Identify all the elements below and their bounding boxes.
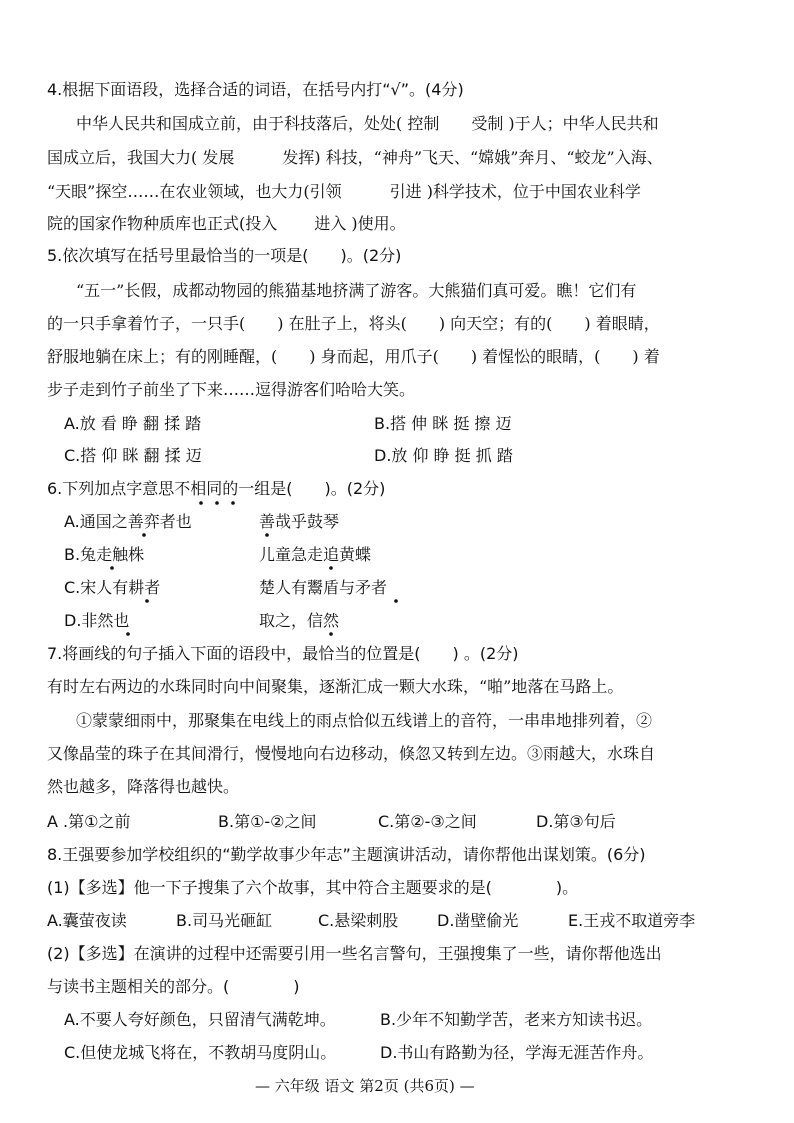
q7-title: 7.将画线的句子插入下面的语段中，最恰当的位置是( ) 。(2分) <box>47 644 519 663</box>
q5-option-b: B.搭 伸 眯 挺 擦 迈 <box>374 414 512 433</box>
emphasis-dot <box>215 501 219 505</box>
q6-a-right: 善哉乎鼓琴 <box>259 512 340 531</box>
q5-line-4: 步子走到竹子前坐了下来……逗得游客们哈哈大笑。 <box>47 380 416 399</box>
q6-c-left: C.宋人有耕者 <box>64 578 161 597</box>
q7-line-1: ①蒙蒙细雨中，那聚集在电线上的雨点恰似五线谱上的音符，一串串地排列着，② <box>76 711 653 730</box>
emphasis-dot <box>110 566 114 570</box>
page-footer: — 六年级 语文 第2页 (共6页) — <box>255 1077 475 1095</box>
emphasis-dot <box>394 599 398 603</box>
q4-line-3: “天眼”探空……在农业领域，也大力(引领 引进 )科学技术，位于中国农业科学 <box>47 182 641 201</box>
q8-sub1-option-a: A.囊萤夜读 <box>47 911 127 930</box>
q7-line-3: 然也越多，降落得也越快。 <box>47 777 240 796</box>
q8-sub2-option-d: D.书山有路勤为径，学海无涯苦作舟。 <box>380 1043 654 1062</box>
q5-line-3: 舒服地躺在床上；有的刚睡醒，( ) 身而起，用爪子( ) 着惺忪的眼睛，( ) 着 <box>47 347 660 366</box>
q8-sub1-option-b: B.司马光砸缸 <box>176 911 273 930</box>
emphasis-dot <box>145 599 149 603</box>
q7-option-a: A .第①之前 <box>47 812 131 831</box>
q8-sub1-option-d: D.凿壁偷光 <box>437 911 519 930</box>
q8-sub2-option-c: C.但使龙城飞将在，不教胡马度阴山。 <box>64 1043 337 1062</box>
q4-title: 4.根据下面语段，选择合适的词语，在括号内打“√”。(4分) <box>47 80 464 99</box>
q4-line-2: 国成立后，我国大力( 发展 发挥) 科技，“神舟”飞天、“嫦娥”奔月、“蛟龙”入海、 <box>47 148 663 167</box>
q5-option-c: C.搭 仰 眯 翻 揉 迈 <box>64 446 202 465</box>
q7-option-b: B.第①-②之间 <box>218 812 317 831</box>
q6-b-left: B.兔走触株 <box>64 545 145 564</box>
q8-sub1: (1)【多选】他一下子搜集了六个故事，其中符合主题要求的是( )。 <box>47 878 579 897</box>
q7-option-c: C.第②-③之间 <box>378 812 477 831</box>
q6-c-right: 楚人有鬻盾与矛者 <box>259 578 388 597</box>
emphasis-dot <box>329 632 333 636</box>
q8-sub2-line-2: 与读书主题相关的部分。( ) <box>47 977 300 996</box>
q8-title: 8.王强要参加学校组织的“勤学故事少年志”主题演讲活动，请你帮他出谋划策。(6分) <box>47 845 646 864</box>
q7-option-d: D.第③句后 <box>536 812 616 831</box>
q8-sub1-option-e: E.王戎不取道旁李 <box>568 911 696 930</box>
q6-title: 6.下列加点字意思不相同的一组是( )。(2分) <box>47 479 386 498</box>
q4-line-4: 院的国家作物种质库也正式(投入 进入 )使用。 <box>47 214 406 233</box>
q5-option-d: D.放 仰 睁 挺 抓 踏 <box>374 446 513 465</box>
q5-title: 5.依次填写在括号里最恰当的一项是( )。(2分) <box>47 246 402 265</box>
q4-line-1: 中华人民共和国成立前，由于科技落后，处处( 控制 受制 )于人；中华人民共和 <box>76 114 659 133</box>
emphasis-dot <box>265 533 269 537</box>
emphasis-dot <box>199 501 203 505</box>
emphasis-dot <box>126 632 130 636</box>
q6-b-right: 儿童急走追黄蝶 <box>259 545 372 564</box>
q8-sub2-line-1: (2)【多选】在演讲的过程中还需要引用一些名言警句，王强搜集了一些，请你帮他选出 <box>47 944 662 963</box>
q5-line-1: “五一”长假，成都动物园的熊猫基地挤满了游客。大熊猫们真可爱。瞧！它们有 <box>76 281 637 300</box>
q8-sub1-option-c: C.悬梁刺股 <box>318 911 399 930</box>
q5-option-a: A.放 看 睁 翻 揉 踏 <box>64 414 202 433</box>
emphasis-dot <box>329 566 333 570</box>
q7-insert-sentence: 有时左右两边的水珠同时向中间聚集，逐渐汇成一颗大水珠，“啪”地落在马路上。 <box>47 677 624 696</box>
q6-d-left: D.非然也 <box>64 611 130 630</box>
emphasis-dot <box>142 533 146 537</box>
q6-d-right: 取之，信然 <box>259 611 340 630</box>
q6-a-left: A.通国之善弈者也 <box>64 512 192 531</box>
q8-sub2-option-a: A.不要人夸好颜色，只留清气满乾坤。 <box>64 1010 336 1029</box>
emphasis-dot <box>231 501 235 505</box>
q5-line-2: 的一只手拿着竹子，一只手( ) 在肚子上，将头( ) 向天空；有的( ) 着眼睛， <box>47 314 660 333</box>
q8-sub2-option-b: B.少年不知勤学苦，老来方知读书迟。 <box>380 1010 653 1029</box>
q7-line-2: 又像晶莹的珠子在其间滑行，慢慢地向右边移动，倏忽又转到左边。③雨越大，水珠自 <box>47 744 656 763</box>
